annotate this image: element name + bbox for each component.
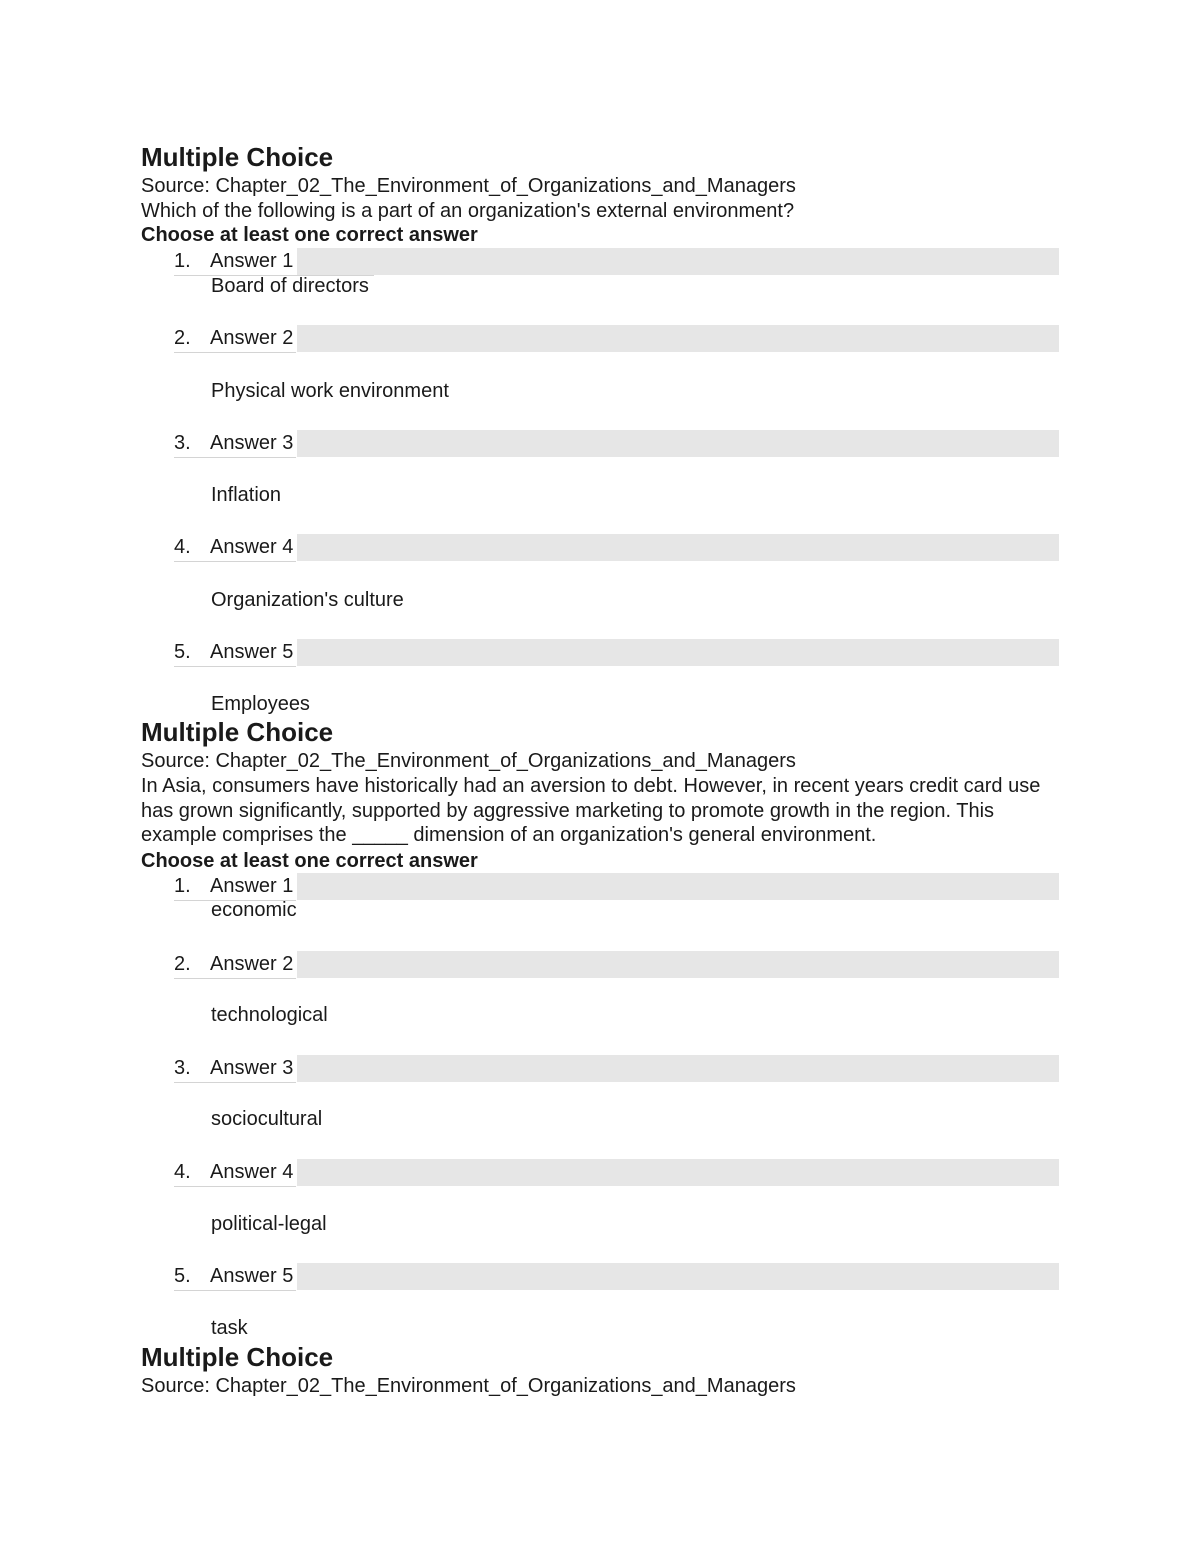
answer-number: 4. — [174, 536, 191, 558]
answer-text: economic — [211, 899, 297, 921]
question-heading: Multiple Choice — [141, 142, 334, 172]
question-heading: Multiple Choice — [141, 1342, 334, 1372]
question-prompt: In Asia, consumers have historically had an aversion to debt. However, in recent years credit card use has grown significantly, supported by aggressive marketing to promote growth in the region. This example comprises the _____ dimension of an organization's general environment. — [141, 775, 1041, 846]
answer-text: task — [211, 1317, 248, 1339]
answer-number: 2. — [174, 953, 191, 975]
answer-row-3[interactable] — [174, 430, 1059, 457]
answer-row-4[interactable] — [174, 534, 1059, 561]
question-source: Source: Chapter_02_The_Environment_of_Organizations_and_Managers — [141, 750, 796, 772]
answer-number: 3. — [174, 1057, 191, 1079]
answer-row-5[interactable] — [174, 639, 1059, 666]
answer-instruction: Choose at least one correct answer — [141, 224, 478, 246]
answer-label: Answer 3 — [210, 432, 294, 454]
question-prompt: Which of the following is a part of an organization's external environment? — [141, 200, 795, 222]
answer-row-3[interactable] — [174, 1055, 1059, 1082]
answer-field[interactable] — [297, 639, 1059, 666]
answer-number: 2. — [174, 327, 191, 349]
answer-field[interactable] — [297, 430, 1059, 457]
question-source: Source: Chapter_02_The_Environment_of_Organizations_and_Managers — [141, 1375, 796, 1397]
answer-row-5[interactable] — [174, 1263, 1059, 1290]
answer-text: Inflation — [211, 484, 282, 506]
answer-number: 1. — [174, 875, 191, 897]
answer-number: 4. — [174, 1161, 191, 1183]
answer-field[interactable] — [297, 873, 1059, 900]
answer-row-2[interactable] — [174, 951, 1059, 978]
answer-number: 5. — [174, 1265, 191, 1287]
answer-label: Answer 4 — [210, 1161, 294, 1183]
answer-field[interactable] — [297, 248, 1059, 275]
question-source: Source: Chapter_02_The_Environment_of_Organizations_and_Managers — [141, 175, 796, 197]
answer-row-4[interactable] — [174, 1159, 1059, 1186]
answer-label: Answer 5 — [210, 641, 294, 663]
answer-field[interactable] — [297, 1055, 1059, 1082]
answer-label: Answer 5 — [210, 1265, 294, 1287]
answer-field[interactable] — [297, 534, 1059, 561]
answer-label: Answer 2 — [210, 953, 294, 975]
answer-row-2[interactable] — [174, 325, 1059, 352]
answer-label: Answer 2 — [210, 327, 294, 349]
answer-instruction: Choose at least one correct answer — [141, 850, 478, 872]
answer-divider — [174, 1290, 296, 1291]
answer-divider — [174, 561, 296, 562]
answer-number: 1. — [174, 250, 191, 272]
answer-label: Answer 3 — [210, 1057, 294, 1079]
answer-label: Answer 1 — [210, 250, 294, 272]
answer-field[interactable] — [297, 1159, 1059, 1186]
answer-field[interactable] — [297, 325, 1059, 352]
answer-text: Board of directors — [211, 275, 369, 297]
answer-divider — [174, 666, 296, 667]
answer-divider — [174, 978, 296, 979]
answer-divider — [174, 1082, 296, 1083]
answer-number: 3. — [174, 432, 191, 454]
answer-divider — [174, 457, 296, 458]
answer-field[interactable] — [297, 951, 1059, 978]
answer-divider — [174, 352, 296, 353]
answer-text: Physical work environment — [211, 380, 449, 402]
answer-text: Employees — [211, 693, 310, 715]
answer-field[interactable] — [297, 1263, 1059, 1290]
answer-label: Answer 1 — [210, 875, 294, 897]
answer-text: technological — [211, 1004, 328, 1026]
answer-divider — [174, 1186, 296, 1187]
answer-text: political-legal — [211, 1213, 327, 1235]
answer-row-1[interactable] — [174, 873, 1059, 900]
question-heading: Multiple Choice — [141, 717, 334, 747]
answer-text: Organization's culture — [211, 589, 404, 611]
answer-row-1[interactable] — [174, 248, 1059, 275]
answer-text: sociocultural — [211, 1108, 323, 1130]
answer-label: Answer 4 — [210, 536, 294, 558]
answer-number: 5. — [174, 641, 191, 663]
